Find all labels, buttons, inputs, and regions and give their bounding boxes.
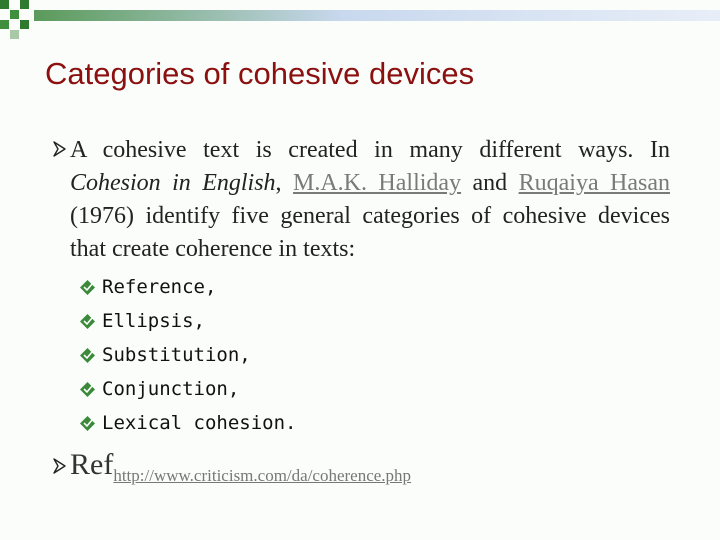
subitem-list: [80, 270, 296, 440]
diamond-bullet-icon: [80, 416, 95, 431]
reference-line: [70, 448, 411, 486]
diamond-bullet-icon: [80, 348, 95, 363]
subitem-label: Reference,: [102, 276, 217, 298]
para-comma: ,: [275, 170, 282, 196]
subitem-label: Lexical cohesion.: [102, 412, 297, 434]
arrow-right-icon: [52, 458, 67, 474]
subitem-label: Conjunction,: [102, 378, 240, 400]
reference-link[interactable]: http://www.criticism.com/da/coherence.php: [113, 466, 412, 485]
diamond-bullet-icon: [80, 280, 95, 295]
header-decoration: [0, 0, 720, 60]
subitem-label: Substitution,: [102, 344, 251, 366]
author-link-hasan[interactable]: Ruqaiya Hasan: [518, 170, 671, 196]
bullet-paragraph: [70, 134, 670, 266]
subitem-label: Ellipsis,: [102, 310, 205, 332]
diamond-bullet-icon: [80, 314, 95, 329]
list-item: [80, 372, 296, 406]
book-title: Cohesion in English: [70, 170, 276, 196]
diamond-bullet-icon: [80, 382, 95, 397]
para-text-rest: (1976) identify five general categories of cohesive devices that create coherence in texts:: [70, 203, 670, 262]
list-item: [80, 304, 296, 338]
slide-title: Categories of cohesive devices: [45, 56, 475, 91]
author-link-halliday[interactable]: M.A.K. Halliday: [292, 170, 462, 196]
ref-label: Ref: [70, 448, 114, 481]
arrow-right-icon: [52, 141, 67, 157]
list-item: [80, 270, 296, 304]
para-and: and: [461, 170, 519, 196]
list-item: [80, 406, 296, 440]
para-text-intro: A cohesive text is created in many different ways. In: [70, 137, 670, 163]
list-item: [80, 338, 296, 372]
